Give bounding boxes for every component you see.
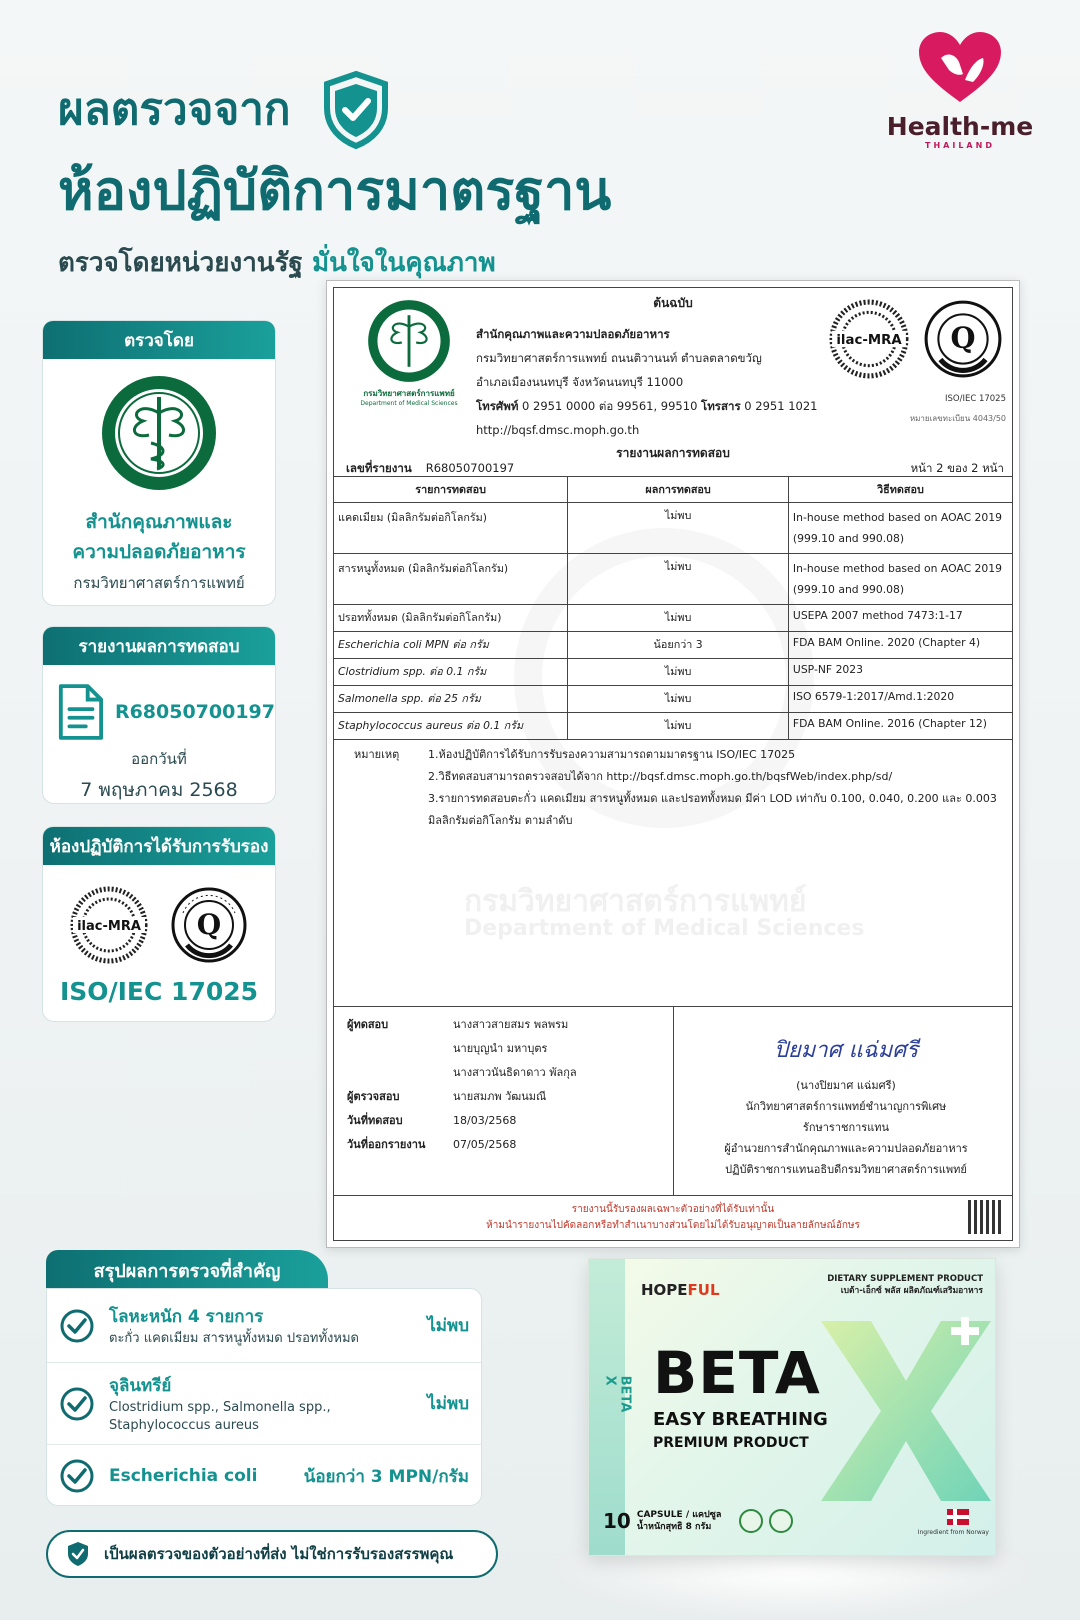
headline-line1: ผลตรวจจาก — [58, 70, 611, 150]
iso-standard-text: ISO/IEC 17025 — [59, 977, 259, 1006]
results-table — [333, 476, 1013, 740]
product-side-label: BETA X — [602, 1375, 633, 1413]
accreditation-tab: ห้องปฏิบัติการได้รับการรับรอง — [43, 827, 275, 865]
report-number: R68050700197 — [114, 701, 275, 723]
doc-notes-label: หมายเหตุ — [354, 748, 400, 761]
gmp-badge-icon — [739, 1509, 763, 1533]
doc-notes — [346, 744, 1002, 832]
check-circle-icon — [59, 1458, 95, 1494]
table-row: Clostridium spp. ต่อ 0.1 กรัม ไม่พบ USP-NF 2023 — [334, 659, 1013, 686]
doc-report-title: รายงานผลการทดสอบ — [616, 446, 730, 460]
report-tab: รายงานผลการทดสอบ — [43, 627, 275, 665]
org-name-line1: สำนักคุณภาพและ — [85, 511, 233, 533]
summary-card — [46, 1288, 482, 1506]
table-row: สารหนูทั้งหมด (มิลลิกรัมต่อกิโลกรัม) ไม่พบ In-house method based on AOAC 2019 (999.10 and 990.08) — [334, 554, 1013, 605]
signer-name: (นางปิยมาศ แฉ่มศรี) — [796, 1079, 896, 1092]
doc-original-label: ต้นฉบับ — [653, 296, 693, 310]
doc-seal-name: กรมวิทยาศาสตร์การแพทย์ — [363, 389, 455, 398]
issued-date: 7 พฤษภาคม 2568 — [80, 779, 238, 801]
summary-result: ไม่พบ — [427, 1316, 469, 1336]
logo-wordmark: Health-me — [886, 112, 1034, 141]
doc-seal-name-en: Department of Medical Sciences — [360, 400, 458, 407]
inspected-by-tab: ตรวจโดย — [43, 321, 275, 359]
doc-iso-text: ISO/IEC 17025 — [944, 394, 1006, 404]
doc-note-item: 1.ห้องปฏิบัติการได้รับการรับรองความสามารถตามมาตรฐาน ISO/IEC 17025 — [428, 748, 796, 761]
summary-tab: สรุปผลการตรวจที่สำคัญ — [46, 1250, 328, 1290]
col-method-header: วิธีทดสอบ — [788, 477, 1012, 503]
product-type: DIETARY SUPPLEMENT PRODUCT เบต้า-เอ็กซ์ พลัส ผลิตภัณฑ์เสริมอาหาร — [827, 1274, 983, 1296]
shield-check-icon — [321, 70, 391, 150]
doc-url: http://bqsf.dmsc.moph.go.th — [476, 423, 640, 437]
doc-registration-text: หมายเลขทะเบียน 4043/50 — [909, 414, 1006, 423]
fda-badge-icon — [769, 1509, 793, 1533]
logo-subtitle: THAILAND — [925, 141, 995, 150]
qr-code-icon — [968, 1200, 1002, 1234]
disclaimer-banner — [46, 1530, 498, 1578]
check-circle-icon — [59, 1386, 95, 1422]
headline-line3: ตรวจโดยหน่วยงานรัฐ มั่นใจในคุณภาพ — [58, 248, 496, 278]
headline — [58, 70, 611, 283]
product-name: BETA — [653, 1339, 821, 1407]
doc-report-number: เลขที่รายงาน R68050700197 — [346, 461, 515, 475]
doc-note-item: 3.รายการทดสอบตะกั่ว แคดเมียม สารหนูทั้งหมด และปรอททั้งหมด มีค่า LOD เท่ากับ 0.100, 0.040, 0.200 และ 0.003 มิลลิกรัมต่อกิโลกรัม ตามลำดับ — [428, 792, 997, 827]
table-row: Staphylococcus aureus ต่อ 0.1 กรัม ไม่พบ FDA BAM Online. 2016 (Chapter 12) — [334, 713, 1013, 740]
summary-row: โลหะหนัก 4 รายการ ตะกั่ว แคดเมียม สารหนูทั้งหมด ปรอททั้งหมด ไม่พบ — [47, 1289, 481, 1363]
inspected-by-card — [42, 320, 276, 606]
health-me-logo — [880, 30, 1040, 150]
issued-label: ออกวันที่ — [131, 750, 187, 768]
headline-line2: ห้องปฏิบัติการมาตรฐาน — [58, 159, 612, 222]
doc-signature-section: ผู้ทดสอบ นางสาวสายสมร พลพรม นายบุญนำ มหาบุตร นางสาวนันธิดาดาว พัลกุล ผู้ตรวจสอบ นายสมภพ วัฒนมณี วันที่ทดสอบ 18/03/2568 วันที่ออกรายงาน 07/05/2568 ปิยมาศ แฉ่มศรี (นางปิยมาศ แฉ่มศรี) นักวิทยาศาสตร์การแพทย์ชำนาญการพิเศษ รักษาราชการแทน ผู้อำนวยการสำนักคุณภาพและความปลอดภัยอาหาร ปฏิบัติราชการแทนอธิบดีกรมวิทยาศาสตร์การแพทย์ — [333, 1006, 1013, 1196]
lab-report-document — [326, 280, 1020, 1248]
svg-text:ilac-MRA: ilac-MRA — [836, 333, 902, 349]
doc-address-line2: อำเภอเมืองนนทบุรี จังหวัดนนทบุรี 11000 — [476, 375, 684, 389]
report-card — [42, 626, 276, 804]
col-item-header: รายการทดสอบ — [334, 477, 568, 503]
doc-address-block — [476, 322, 817, 442]
product-brand: HOPEFUL — [641, 1281, 720, 1299]
certification-badges — [739, 1509, 793, 1533]
summary-result: ไม่พบ — [427, 1394, 469, 1414]
table-row: Escherichia coli MPN ต่อ กรัม น้อยกว่า 3 FDA BAM Online. 2020 (Chapter 4) — [334, 632, 1013, 659]
doc-org-name: สำนักคุณภาพและความปลอดภัยอาหาร — [476, 327, 670, 341]
doc-address-line1: กรมวิทยาศาสตร์การแพทย์ ถนนติวานนท์ ตำบลตลาดขวัญ — [476, 351, 762, 365]
summary-row: จุลินทรีย์ Clostridium spp., Salmonella spp., Staphylococcus aureus ไม่พบ — [47, 1363, 481, 1445]
document-icon — [57, 681, 105, 743]
norway-flag-icon — [947, 1509, 969, 1525]
capsule-count: 10 — [603, 1509, 631, 1533]
table-row: ปรอททั้งหมด (มิลลิกรัมต่อกิโลกรัม) ไม่พบ USEPA 2007 method 7473:1-17 — [334, 605, 1013, 632]
product-tagline: EASY BREATHING — [653, 1409, 828, 1430]
svg-text:Q: Q — [196, 908, 222, 941]
disclaimer-text: เป็นผลตรวจของตัวอย่างที่ส่ง ไม่ใช่การรับรองสรรพคุณ — [104, 1545, 454, 1563]
check-circle-icon — [59, 1308, 95, 1344]
col-result-header: ผลการทดสอบ — [568, 477, 789, 503]
summary-result: น้อยกว่า 3 MPN/กรัม — [303, 1466, 469, 1487]
table-row: แคดเมียม (มิลลิกรัมต่อกิโลกรัม) ไม่พบ In-house method based on AOAC 2019 (999.10 and 990.08) — [334, 503, 1013, 554]
doc-watermark-text: กรมวิทยาศาสตร์การแพทย์ — [464, 884, 807, 919]
product-box: BETA X HOPEFUL DIETARY SUPPLEMENT PRODUCT เบต้า-เอ็กซ์ พลัส ผลิตภัณฑ์เสริมอาหาร BETA EASY BREATHING PREMIUM PRODUCT 10 CAPSULE / แคปซูล น้ำหนักสุทธิ 8 กรัม Ingredient from Norway — [588, 1258, 996, 1556]
svg-text:ilac-MRA: ilac-MRA — [77, 919, 141, 934]
org-department: กรมวิทยาศาสตร์การแพทย์ — [73, 574, 245, 592]
ilac-mra-logo-icon — [69, 885, 149, 965]
doc-watermark-text-en: Department of Medical Sciences — [464, 916, 865, 941]
results-table-header — [334, 477, 1013, 503]
dmsc-quality-assurance-logo-icon — [169, 885, 249, 965]
heart-hands-icon — [915, 30, 1005, 106]
handwritten-signature: ปิยมาศ แฉ่มศรี — [773, 1038, 919, 1063]
doc-ministry-seal-icon — [366, 298, 452, 384]
doc-contact-line: โทรศัพท์ 0 2951 0000 ต่อ 99561, 99510 โทรสาร 0 2951 1021 — [476, 399, 818, 413]
accreditation-card — [42, 826, 276, 1022]
ministry-seal-icon — [99, 373, 219, 493]
doc-ilac-mra-logo-icon — [828, 298, 910, 380]
org-name-line2: ความปลอดภัยอาหาร — [72, 541, 246, 563]
product-tagline-2: PREMIUM PRODUCT — [653, 1435, 809, 1451]
x-plus-graphic-icon — [821, 1301, 991, 1511]
ingredient-origin: Ingredient from Norway — [917, 1529, 989, 1536]
svg-text:Q: Q — [950, 321, 976, 356]
table-row: Salmonella spp. ต่อ 25 กรัม ไม่พบ ISO 6579-1:2017/Amd.1:2020 — [334, 686, 1013, 713]
doc-page-indicator: หน้า 2 ของ 2 หน้า — [910, 461, 1004, 475]
doc-footer: รายงานนี้รับรองผลเฉพาะตัวอย่างที่ได้รับเท่านั้น ห้ามนำรายงานไปคัดลอกหรือทำสำเนาบางส่วนโดยไม่ได้รับอนุญาตเป็นลายลักษณ์อักษร — [486, 1204, 860, 1231]
shield-check-icon — [66, 1541, 90, 1567]
doc-note-item: 2.วิธีทดสอบสามารถตรวจสอบได้จาก http://bqsf.dmsc.moph.go.th/bqsfWeb/index.php/sd/ — [428, 770, 893, 783]
doc-dmsc-logo-icon — [922, 298, 1004, 380]
summary-row: Escherichia coli น้อยกว่า 3 MPN/กรัม — [47, 1445, 481, 1507]
